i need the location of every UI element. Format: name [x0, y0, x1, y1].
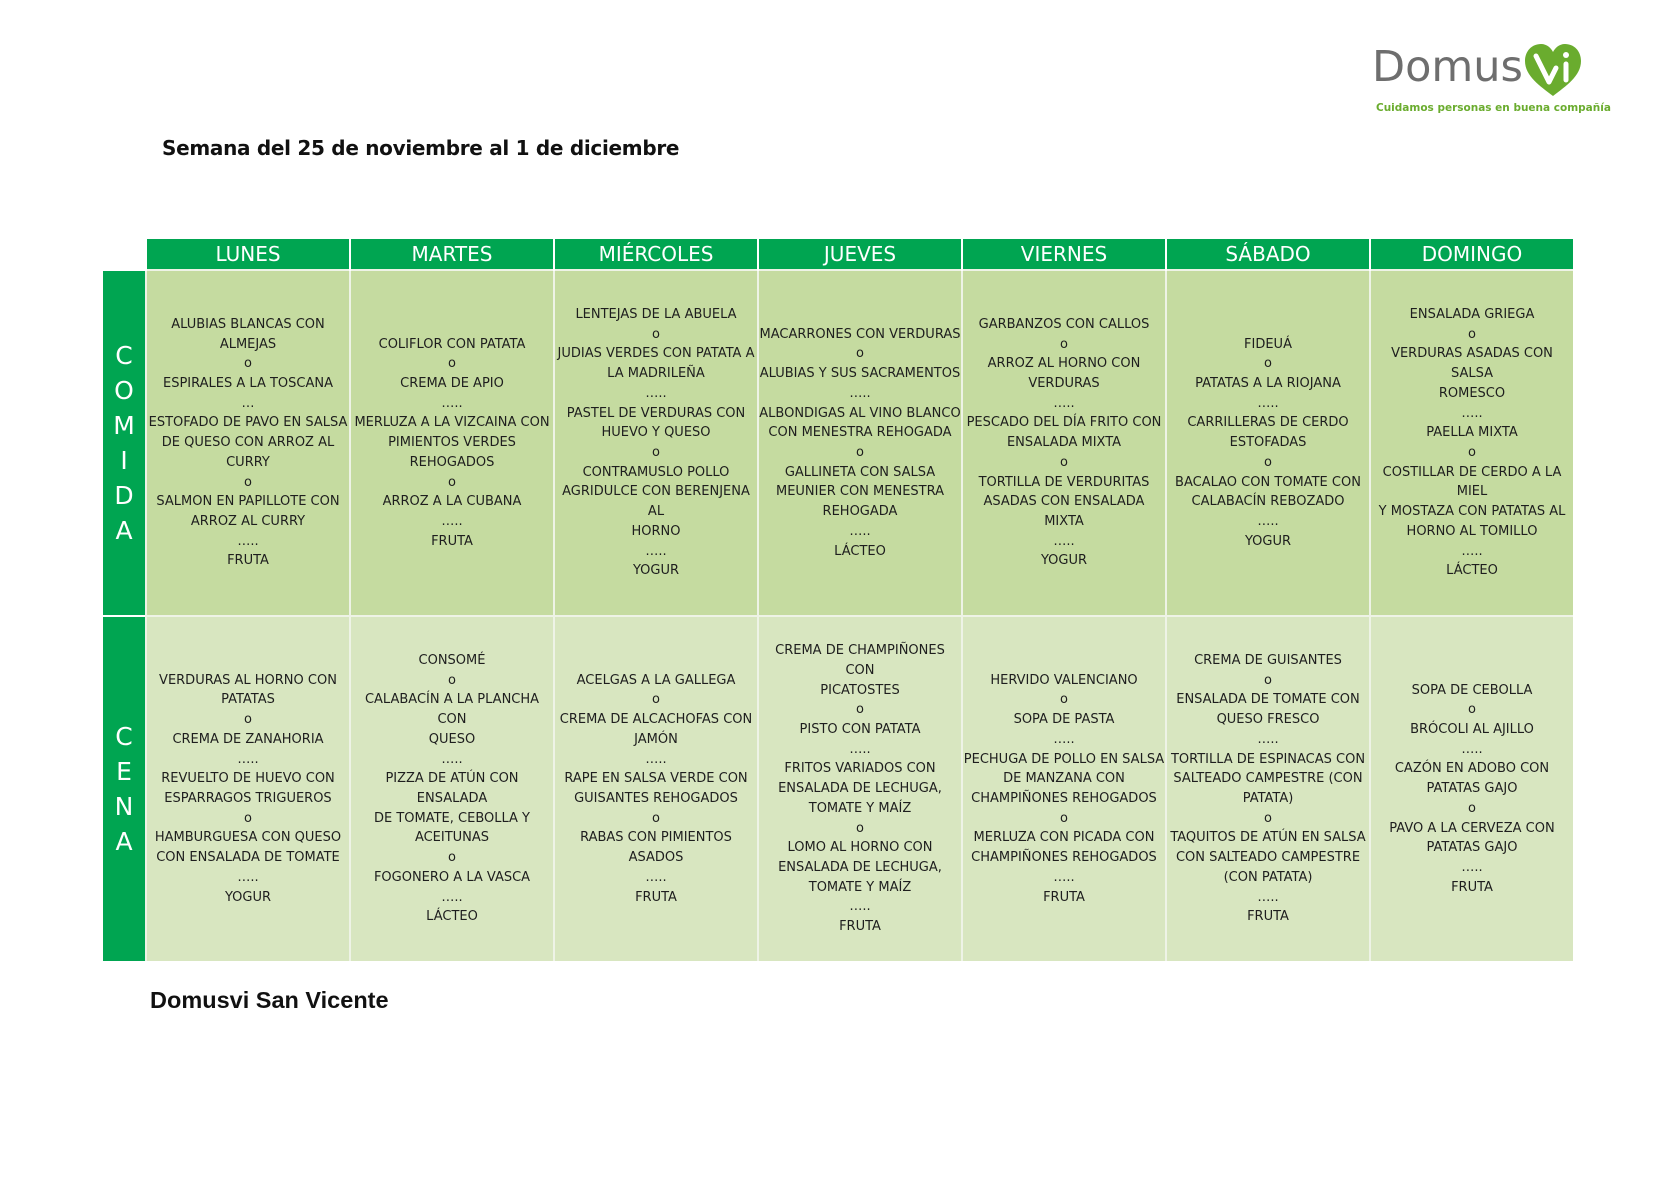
- comida-jueves-cell: [758, 270, 962, 616]
- menu-line: CAZÓN EN ADOBO CON: [1394, 761, 1550, 777]
- menu-line: CREMA DE ALCACHOFAS CON: [559, 712, 753, 728]
- menu-line: SOPA DE PASTA: [1013, 712, 1115, 728]
- comida-vertical-letters: [103, 338, 145, 548]
- menu-line: o: [652, 810, 660, 826]
- menu-line: QUESO FRESCO: [1216, 712, 1320, 728]
- menu-line: …..: [1053, 395, 1075, 411]
- menu-line: …..: [1461, 543, 1483, 559]
- menu-line: o: [652, 445, 660, 460]
- menu-line: CALABACÍN REBOZADO: [1191, 494, 1345, 510]
- menu-line: …..: [1053, 869, 1075, 885]
- menu-line: o: [856, 702, 864, 718]
- domusvi-logo: [1372, 42, 1611, 118]
- menu-line: …..: [441, 889, 463, 905]
- menu-line: o: [1468, 800, 1476, 816]
- menu-line: ESTOFADAS: [1229, 435, 1307, 451]
- menu-line: FOGONERO A LA VASCA: [373, 869, 531, 885]
- menu-line: YOGUR: [632, 563, 680, 579]
- menu-line: …..: [1257, 513, 1279, 529]
- menu-line: LÁCTEO: [426, 909, 478, 925]
- menu-line: …..: [1461, 405, 1483, 421]
- menu-line: CARRILLERAS DE CERDO: [1187, 415, 1349, 431]
- menu-line: ENSALADA MIXTA: [1006, 435, 1122, 451]
- comida-sabado-cell: [1166, 270, 1370, 616]
- menu-line: PATATAS: [221, 692, 275, 708]
- menu-line: CONTRAMUSLO POLLO: [582, 464, 730, 480]
- menu-line: o: [856, 820, 864, 836]
- menu-line: YOGUR: [224, 889, 272, 905]
- menu-line: LÁCTEO: [834, 543, 886, 559]
- menu-line: …..: [441, 751, 463, 767]
- menu-line: o: [1264, 810, 1272, 826]
- comida-domingo-cell: [1370, 270, 1573, 616]
- menu-line: MACARRONES CON VERDURAS: [759, 326, 961, 342]
- menu-line: FRUTA: [1247, 909, 1289, 925]
- menu-line: DE TOMATE, CEBOLLA Y: [373, 810, 530, 826]
- side-letter: N: [114, 792, 134, 821]
- menu-line: FRUTA: [839, 919, 881, 935]
- menu-line: …..: [1257, 731, 1279, 747]
- menu-line: PICATOSTES: [820, 682, 900, 698]
- menu-line: TAQUITOS DE ATÚN EN SALSA: [1170, 830, 1366, 846]
- menu-line: HORNO AL TOMILLO: [1406, 523, 1538, 539]
- menu-line: FIDEUÁ: [1244, 336, 1292, 352]
- menu-line: …..: [1257, 889, 1279, 905]
- logo-tagline: Cuidamos personas en buena compañía: [1376, 102, 1611, 114]
- corner-cell: [103, 239, 146, 270]
- day-header-miercoles: MIÉRCOLES: [554, 239, 758, 270]
- menu-line: PIMIENTOS VERDES: [388, 435, 516, 451]
- menu-line: Y MOSTAZA CON PATATAS AL: [1378, 504, 1566, 520]
- menu-line: SOPA DE CEBOLLA: [1411, 682, 1533, 698]
- menu-line: ENSALADA DE TOMATE CON: [1176, 692, 1360, 708]
- comida-miercoles-cell: [554, 270, 758, 616]
- menu-line: VERDURAS: [1028, 376, 1100, 392]
- cena-row: [103, 616, 1573, 961]
- menu-line: o: [244, 712, 252, 728]
- menu-line: o: [448, 356, 456, 372]
- menu-line: …..: [645, 385, 667, 401]
- cena-miercoles-cell: [554, 616, 758, 961]
- menu-line: DE QUESO CON ARROZ AL: [161, 435, 335, 451]
- menu-line: o: [1264, 454, 1272, 470]
- day-header-viernes: VIERNES: [962, 239, 1166, 270]
- menu-line: ARROZ AL CURRY: [190, 513, 306, 529]
- menu-line: …..: [645, 869, 667, 885]
- menu-line: o: [1060, 336, 1068, 352]
- cena-sabado-cell: [1166, 616, 1370, 961]
- menu-line: o: [448, 474, 456, 490]
- cena-lunes-cell: [146, 616, 350, 961]
- menu-line: …..: [1461, 859, 1483, 875]
- day-header-lunes: LUNES: [146, 239, 350, 270]
- menu-line: o: [856, 445, 864, 460]
- side-letter: M: [113, 411, 135, 440]
- day-header-domingo: DOMINGO: [1370, 239, 1573, 270]
- menu-line: TOMATE Y MAÍZ: [808, 879, 912, 895]
- menu-line: PAELLA MIXTA: [1426, 425, 1518, 441]
- menu-line: PISTO CON PATATA: [799, 722, 921, 738]
- menu-line: …..: [645, 543, 667, 559]
- menu-line: …..: [441, 395, 463, 411]
- comida-lunes-cell: [146, 270, 350, 616]
- menu-line: …..: [237, 869, 259, 885]
- menu-line: PASTEL DE VERDURAS CON: [566, 405, 746, 421]
- menu-line: VERDURAS AL HORNO CON: [159, 672, 337, 688]
- menu-line: o: [244, 474, 252, 490]
- menu-line: ALBONDIGAS AL VINO BLANCO: [759, 405, 961, 421]
- menu-line: FRITOS VARIADOS CON: [784, 761, 936, 777]
- side-letter: O: [114, 376, 134, 405]
- cena-label: [103, 616, 146, 961]
- menu-line: (CON PATATA): [1223, 869, 1313, 885]
- day-header-jueves: JUEVES: [758, 239, 962, 270]
- menu-line: …..: [849, 523, 871, 539]
- menu-line: ARROZ A LA CUBANA: [382, 494, 522, 510]
- cena-domingo-cell: [1370, 616, 1573, 961]
- menu-line: MERLUZA A LA VIZCAINA CON: [354, 415, 550, 431]
- menu-line: YOGUR: [1244, 533, 1292, 549]
- menu-line: VERDURAS ASADAS CON SALSA: [1391, 346, 1553, 382]
- menu-line: DE MANZANA CON: [1003, 771, 1125, 787]
- menu-line: o: [1264, 672, 1272, 688]
- menu-line: JUDIAS VERDES CON PATATA A: [557, 346, 755, 362]
- menu-line: o: [1468, 702, 1476, 718]
- menu-line: GALLINETA CON SALSA: [784, 464, 936, 480]
- menu-line: o: [244, 356, 252, 372]
- menu-line: PAVO A LA CERVEZA CON: [1389, 820, 1555, 836]
- menu-line: REHOGADA: [822, 504, 898, 520]
- menu-line: o: [1468, 445, 1476, 460]
- week-title: Semana del 25 de noviembre al 1 de diciembre: [162, 136, 680, 160]
- menu-line: o: [1264, 356, 1272, 372]
- logo-wordmark: Domus: [1372, 42, 1523, 92]
- menu-line: CON ENSALADA DE TOMATE: [156, 850, 340, 866]
- menu-line: PATATAS GAJO: [1426, 840, 1518, 856]
- menu-line: ESPIRALES A LA TOSCANA: [163, 376, 333, 392]
- comida-viernes-cell: [962, 270, 1166, 616]
- menu-line: COLIFLOR CON PATATA: [378, 336, 526, 352]
- menu-line: ENSALADA DE LECHUGA,: [778, 859, 942, 875]
- menu-line: …..: [1053, 731, 1075, 747]
- menu-line: CALABACÍN A LA PLANCHA CON: [364, 692, 540, 728]
- side-letter: A: [115, 516, 133, 545]
- menu-line: …..: [849, 899, 871, 915]
- menu-line: BRÓCOLI AL AJILLO: [1410, 722, 1534, 738]
- menu-line: LA MADRILEÑA: [607, 366, 705, 382]
- menu-line: CON SALTEADO CAMPESTRE: [1175, 850, 1361, 866]
- side-letter: C: [115, 722, 133, 751]
- menu-line: CONSOMÉ: [418, 653, 486, 669]
- day-header-martes: MARTES: [350, 239, 554, 270]
- cena-martes-cell: [350, 616, 554, 961]
- menu-line: REVUELTO DE HUEVO CON: [161, 771, 335, 787]
- menu-line: LENTEJAS DE LA ABUELA: [575, 307, 737, 323]
- side-letter: A: [115, 827, 133, 856]
- menu-line: PATATAS GAJO: [1426, 781, 1518, 797]
- menu-line: LOMO AL HORNO CON: [787, 840, 933, 856]
- menu-line: …..: [645, 751, 667, 767]
- side-letter: C: [115, 341, 133, 370]
- menu-line: o: [1060, 810, 1068, 826]
- menu-line: TOMATE Y MAÍZ: [808, 800, 912, 816]
- menu-line: CHAMPIÑONES REHOGADOS: [971, 850, 1157, 866]
- menu-line: PESCADO DEL DÍA FRITO CON: [966, 415, 1162, 431]
- menu-line: LÁCTEO: [1446, 563, 1498, 579]
- menu-line: CREMA DE ZANAHORIA: [172, 731, 324, 747]
- menu-line: CURRY: [226, 454, 270, 470]
- menu-line: …..: [441, 513, 463, 529]
- menu-line: GARBANZOS CON CALLOS: [978, 316, 1150, 332]
- menu-line: ESTOFADO DE PAVO EN SALSA: [148, 415, 348, 431]
- side-letter: I: [120, 446, 128, 475]
- comida-martes-cell: [350, 270, 554, 616]
- menu-line: AGRIDULCE CON BERENJENA AL: [562, 484, 750, 520]
- menu-line: REHOGADOS: [409, 454, 495, 470]
- menu-line: …..: [849, 741, 871, 757]
- menu-line: COSTILLAR DE CERDO A LA MIEL: [1382, 464, 1562, 500]
- menu-line: o: [652, 326, 660, 342]
- menu-line: ROMESCO: [1438, 385, 1506, 401]
- menu-line: MEUNIER CON MENESTRA: [775, 484, 944, 500]
- cena-vertical-letters: [103, 719, 145, 859]
- menu-line: JAMÓN: [634, 731, 678, 747]
- menu-line: RAPE EN SALSA VERDE CON: [564, 771, 748, 787]
- menu-line: ENSALADA DE LECHUGA,: [778, 781, 942, 797]
- menu-line: CREMA DE CHAMPIÑONES CON: [775, 643, 945, 678]
- comida-row: [103, 270, 1573, 616]
- menu-line: PIZZA DE ATÚN CON ENSALADA: [385, 771, 519, 806]
- side-letter: E: [116, 757, 132, 786]
- menu-line: …..: [1053, 533, 1075, 549]
- cena-viernes-cell: [962, 616, 1166, 961]
- side-letter: D: [114, 481, 134, 510]
- menu-line: ESPARRAGOS TRIGUEROS: [164, 791, 332, 806]
- menu-line: o: [652, 692, 660, 708]
- menu-line: QUESO: [428, 731, 476, 747]
- menu-line: SALTEADO CAMPESTRE (CON: [1173, 771, 1363, 787]
- menu-line: HAMBURGUESA CON QUESO: [154, 830, 342, 846]
- weekly-menu-table: [103, 239, 1573, 961]
- menu-line: GUISANTES REHOGADOS: [574, 791, 738, 806]
- menu-line: o: [244, 810, 252, 826]
- menu-line: MERLUZA CON PICADA CON: [973, 830, 1155, 846]
- footer-center-name: Domusvi San Vicente: [150, 987, 389, 1013]
- menu-line: ALMEJAS: [219, 336, 277, 352]
- menu-line: ENSALADA GRIEGA: [1409, 307, 1535, 323]
- menu-line: YOGUR: [1040, 553, 1088, 569]
- menu-line: TORTILLA DE VERDURITAS: [978, 474, 1150, 490]
- menu-line: HORNO: [631, 523, 681, 539]
- menu-line: ALUBIAS BLANCAS CON: [171, 316, 325, 332]
- menu-line: FRUTA: [1043, 889, 1085, 905]
- menu-line: CREMA DE APIO: [400, 376, 504, 392]
- menu-line: ALUBIAS Y SUS SACRAMENTOS: [759, 366, 961, 382]
- menu-line: …..: [849, 385, 871, 401]
- heart-logo-icon: [1522, 42, 1584, 98]
- menu-line: FRUTA: [431, 533, 473, 549]
- cena-jueves-cell: [758, 616, 962, 961]
- menu-line: …: [241, 395, 255, 411]
- menu-line: ARROZ AL HORNO CON: [987, 356, 1141, 372]
- menu-line: HUEVO Y QUESO: [601, 425, 711, 441]
- menu-line: SALMON EN PAPILLOTE CON: [156, 494, 340, 510]
- menu-line: o: [448, 850, 456, 866]
- menu-line: PATATA): [1242, 791, 1294, 806]
- comida-label: [103, 270, 146, 616]
- menu-line: FRUTA: [1451, 879, 1493, 895]
- menu-line: …..: [1461, 741, 1483, 757]
- menu-line: o: [1060, 454, 1068, 470]
- day-header-sabado: SÁBADO: [1166, 239, 1370, 270]
- menu-line: …..: [237, 751, 259, 767]
- menu-line: …..: [237, 533, 259, 549]
- menu-line: HERVIDO VALENCIANO: [990, 672, 1138, 688]
- menu-line: ACELGAS A LA GALLEGA: [576, 672, 736, 688]
- menu-line: o: [1060, 692, 1068, 708]
- menu-line: FRUTA: [227, 553, 269, 569]
- menu-line: TORTILLA DE ESPINACAS CON: [1170, 751, 1366, 767]
- menu-line: o: [856, 346, 864, 362]
- menu-line: CHAMPIÑONES REHOGADOS: [971, 791, 1157, 806]
- menu-line: PATATAS A LA RIOJANA: [1195, 376, 1341, 392]
- menu-line: o: [1468, 326, 1476, 342]
- menu-line: RABAS CON PIMIENTOS ASADOS: [580, 830, 732, 866]
- menu-line: PECHUGA DE POLLO EN SALSA: [963, 751, 1165, 767]
- menu-line: o: [448, 672, 456, 688]
- menu-line: CON MENESTRA REHOGADA: [768, 425, 952, 441]
- menu-line: ACEITUNAS: [414, 830, 490, 846]
- menu-line: …..: [1257, 395, 1279, 411]
- menu-line: BACALAO CON TOMATE CON: [1175, 474, 1361, 490]
- menu-line: FRUTA: [635, 889, 677, 905]
- header-row: [103, 239, 1573, 270]
- menu-line: CREMA DE GUISANTES: [1194, 653, 1342, 669]
- menu-line: ASADAS CON ENSALADA MIXTA: [983, 494, 1145, 529]
